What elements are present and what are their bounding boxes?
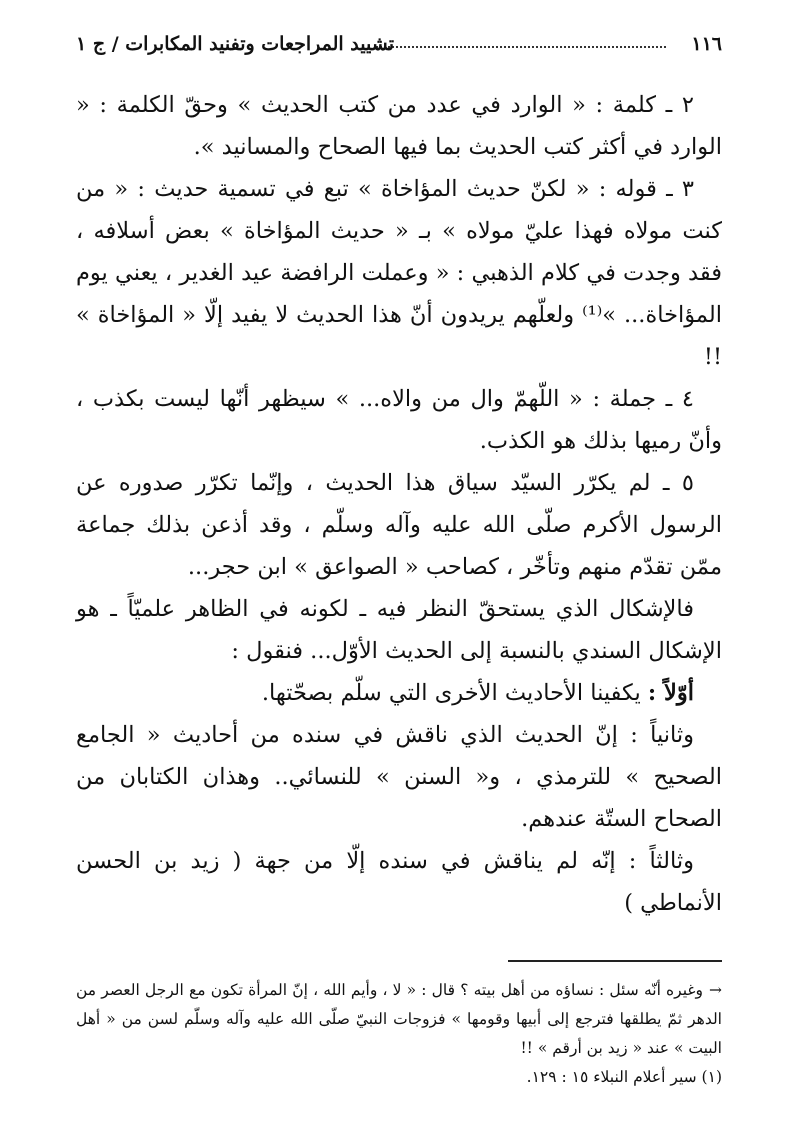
paragraph-4: ٤ ـ جملة : « اللّهمّ وال من والاه... » سيظهر أنّها ليست بكذب ، وأنّ رميها بذلك هو الكذب. [76,386,722,454]
document-page [76,30,722,1110]
footnote-separator [508,960,722,962]
paragraph-5: ٥ ـ لم يكرّر السيّد سياق هذا الحديث ، وإنّما تكرّر صدوره عن الرسول الأكرم صلّى الله عليه وآله وسلّم ، وقد أذعن بذلك جماعة ممّن تقدّم منهم وتأخّر ، كصاحب « الصواعق » ابن حجر... [76,470,722,580]
paragraph-3: ٣ ـ قوله : « لكنّ حديث المؤاخاة » تبع في تسمية حديث : « من كنت مولاه فهذا عليّ مولاه » بـ « حديث المؤاخاة » بعض أسلافه ، فقد وجدت في كلام الذهبي : « وعملت الرافضة عيد الغدير ، يعني يوم المؤاخاة... »⁽¹⁾ ولعلّهم يريدون أنّ هذا الحديث لا يفيد إلّا « المؤاخاة » !! [76,176,722,370]
paragraph-awwalan [76,672,722,714]
main-text [76,84,722,924]
footnotes [76,976,722,1092]
footnote-1: (١) سير أعلام النبلاء ١٥ : ١٢٩. [526,1068,722,1086]
header-dot-leader [376,46,666,48]
running-title: تشييد المراجعات وتفنيد المكابرات / ج ١ [76,33,394,55]
footnote-continuation [76,976,722,1063]
footnote-continuation-text: وغيره أنّه سئل : نساؤه من أهل بيته ؟ قال : « لا ، وأيم الله ، إنّ المرأة تكون مع الرجل العصر من الدهر ثمّ يطلقها فترجع إلى أبيها وقومها » فزوجات النبيّ صلّى الله عليه وآله وسلّم لسن من « أهل البيت » عند « زيد بن أرقم » !! [76,981,722,1057]
awwalan-label: أوّلاً : [647,680,694,706]
awwalan-text: يكفينا الأحاديث الأخرى التي سلّم بصحّتها. [261,680,648,706]
paragraph-ishkal: فالإشكال الذي يستحقّ النظر فيه ـ لكونه في الظاهر علميّاً ـ هو الإشكال السندي بالنسبة إلى الحديث الأوّل... فنقول : [76,596,722,664]
page-header [76,30,722,66]
paragraph-2: ٢ ـ كلمة : « الوارد في عدد من كتب الحديث » وحقّ الكلمة : « الوارد في أكثر كتب الحديث بما فيها الصحاح والمسانيد ». [76,92,722,160]
footnote-separator-wrap [76,960,722,962]
continuation-arrow-icon: → [709,981,722,999]
paragraph-thalithan: وثالثاً : إنّه لم يناقش في سنده إلّا من جهة ( زيد بن الحسن الأنماطي ) [76,848,722,916]
paragraph-thaniyan: وثانياً : إنّ الحديث الذي ناقش في سنده من أحاديث « الجامع الصحيح » للترمذي ، و« السنن » للنسائي.. وهذان الكتابان من الصحاح الستّة عندهم. [76,722,722,832]
page-number: ١١٦ [691,33,722,55]
